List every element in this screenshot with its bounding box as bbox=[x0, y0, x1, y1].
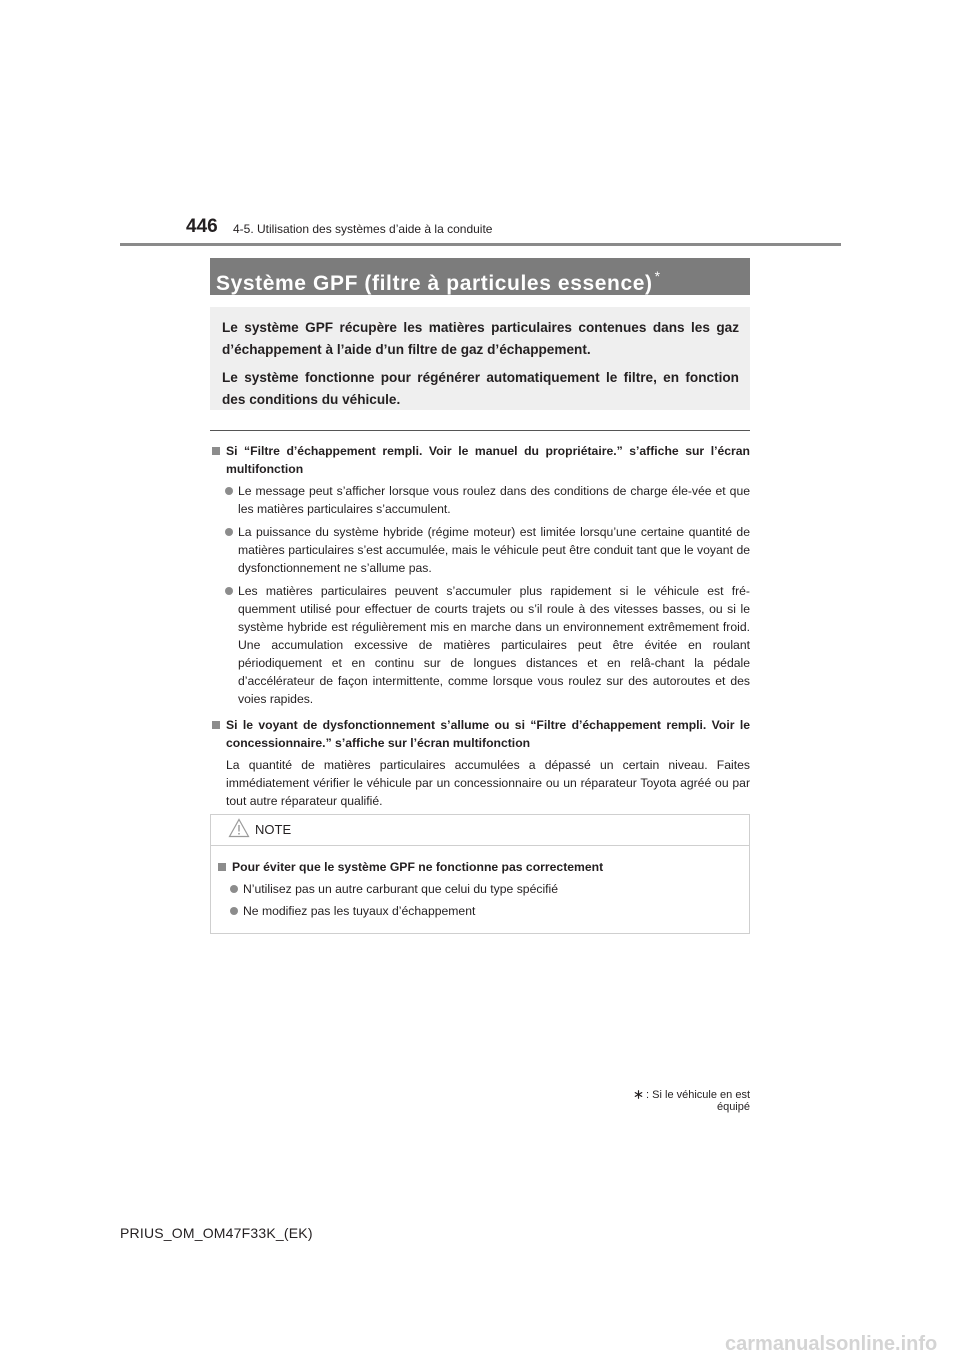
intro-paragraph-2: Le système fonctionne pour régénérer automatiquement le filtre, en fonction des conditions du véhicule. bbox=[222, 370, 739, 407]
section-title: Système GPF (filtre à particules essence) bbox=[216, 272, 653, 295]
note-box bbox=[210, 814, 750, 934]
note-title: NOTE bbox=[255, 822, 292, 837]
section-title-bar bbox=[210, 258, 750, 295]
equipment-asterisk: * bbox=[654, 268, 661, 284]
list-item-text: Le message peut s’afficher lorsque vous roulez dans des conditions de charge éle-vée et que les matières particulaires s’accumulent. bbox=[238, 484, 750, 516]
footnote-text: : Si le véhicule en est équipé bbox=[646, 1089, 750, 1113]
list-item bbox=[217, 880, 749, 898]
square-bullet-icon bbox=[212, 447, 220, 455]
note-header bbox=[211, 815, 749, 846]
circle-bullet-icon bbox=[225, 587, 233, 595]
footnote bbox=[600, 1089, 750, 1113]
document-id: PRIUS_OM_OM47F33K_(EK) bbox=[120, 1225, 313, 1241]
intro-paragraph-1: Le système GPF récupère les matières particulaires contenues dans les gaz d’échappement à l’aide d’un filtre de gaz d’échappement. bbox=[222, 320, 739, 357]
header-rule bbox=[120, 243, 841, 246]
circle-bullet-icon bbox=[225, 487, 233, 495]
note-body bbox=[211, 846, 749, 920]
section-heading-text: Si le voyant de dysfonctionnement s’allume ou si “Filtre d’échappement rempli. Voir le concessionnaire.” s’affiche sur l’écran multifonction bbox=[226, 718, 750, 750]
list-item bbox=[211, 523, 750, 577]
section-heading-text: Si “Filtre d’échappement rempli. Voir le manuel du propriétaire.” s’affiche sur l’écran multifonction bbox=[226, 444, 750, 476]
page-number: 446 bbox=[186, 216, 218, 237]
list-item-text: Ne modifiez pas les tuyaux d’échappement bbox=[243, 904, 476, 918]
section-paragraph: La quantité de matières particulaires accumulées a dépassé un certain niveau. Faites immédiatement vérifier le véhicule par un concessionnaire ou un réparateur Toyota agréé ou par tout autre réparateur qualifié. bbox=[226, 758, 750, 808]
warning-triangle-icon bbox=[228, 818, 250, 838]
list-item-text: Les matières particulaires peuvent s’accumuler plus rapidement si le véhicule est fré-quemment utilisé pour effectuer de courts trajets ou s’il roule à des vitesses basses, ou si le système hybride est régulièrement mis en marche dans un environnement extrêmement froid. Une accumulation excessive de matières particulaires peut être évitée en roulant périodiquement et en continu sur de longues distances et en relâ-chant la pédale d’accélérateur de façon intermittente, comme lorsque vous roulez sur des autoroutes et des voies rapides. bbox=[238, 584, 750, 706]
main-content bbox=[211, 442, 750, 816]
section-heading-warning-light bbox=[211, 716, 750, 752]
circle-bullet-icon bbox=[230, 885, 238, 893]
chapter-heading: 4-5. Utilisation des systèmes d’aide à la conduite bbox=[233, 222, 493, 236]
list-item-text: N’utilisez pas un autre carburant que celui du type spécifié bbox=[243, 882, 559, 896]
note-heading-text: Pour éviter que le système GPF ne fonctionne pas correctement bbox=[232, 860, 604, 874]
watermark: carmanualsonline.info bbox=[725, 1333, 938, 1355]
list-item bbox=[217, 902, 749, 920]
circle-bullet-icon bbox=[230, 907, 238, 915]
section-heading-filter-full bbox=[211, 442, 750, 478]
square-bullet-icon bbox=[218, 863, 226, 871]
square-bullet-icon bbox=[212, 721, 220, 729]
intro-box bbox=[210, 307, 750, 410]
list-item bbox=[211, 582, 750, 708]
note-heading bbox=[217, 858, 749, 876]
asterisk-icon bbox=[634, 1090, 643, 1099]
circle-bullet-icon bbox=[225, 528, 233, 536]
list-item bbox=[211, 482, 750, 518]
intro-divider bbox=[210, 430, 750, 431]
list-item-text: La puissance du système hybride (régime moteur) est limitée lorsqu’une certaine quantité de matières particulaires s’est accumulée, mais le véhicule peut être conduit tant que le voyant de dysfonctionnement ne s’allume pas. bbox=[238, 525, 750, 575]
